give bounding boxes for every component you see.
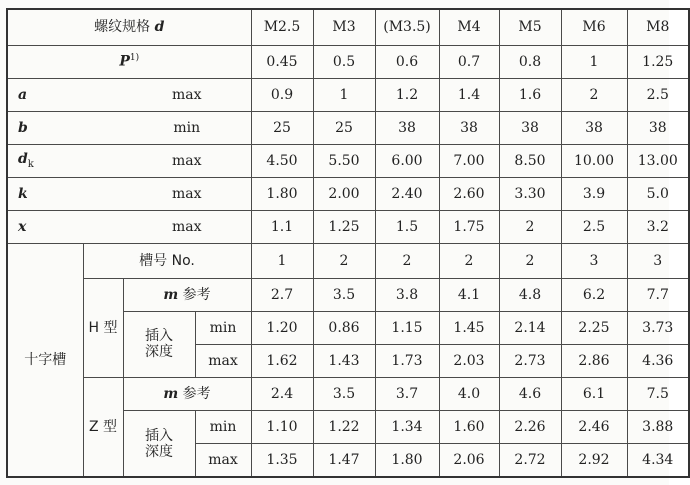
depth-line: 深度	[145, 344, 173, 361]
value-cell: 4.6	[499, 378, 561, 411]
value-cell: 1.10	[251, 411, 313, 444]
size-header: M4	[439, 9, 499, 45]
row-label-k	[7, 178, 123, 211]
limit-label: min	[195, 311, 251, 344]
value-cell: 4.8	[499, 278, 561, 311]
value-cell: 7.5	[627, 378, 689, 411]
value-cell: 1	[251, 244, 313, 278]
value-cell: 3	[561, 244, 627, 278]
groove-no-label: 槽号 No.	[83, 244, 251, 278]
value-cell: 2.14	[499, 311, 561, 344]
row-label-x	[7, 211, 123, 244]
value-cell: 1	[561, 45, 627, 78]
row-label-a	[7, 78, 123, 111]
value-cell: 2.86	[561, 344, 627, 377]
value-cell: 0.5	[313, 45, 375, 78]
value-cell: 1.43	[313, 344, 375, 377]
symbol-subscript: k	[27, 159, 34, 171]
header-row	[7, 9, 689, 45]
ref-label: 参考	[182, 286, 211, 303]
value-cell: 3.7	[375, 378, 439, 411]
value-cell: 2.25	[561, 311, 627, 344]
symbol: a	[18, 86, 28, 103]
depth-line: 深度	[145, 443, 173, 460]
limit-label: max	[123, 211, 251, 244]
value-cell: 25	[251, 111, 313, 144]
limit-label: max	[123, 145, 251, 178]
z-depth-label	[123, 411, 195, 477]
table-row	[7, 45, 689, 78]
size-header: M2.5	[251, 9, 313, 45]
spec-label: 螺纹规格	[94, 19, 151, 36]
value-cell: 1.6	[499, 78, 561, 111]
value-cell: 4.50	[251, 145, 313, 178]
h-depth-label	[123, 311, 195, 377]
value-cell: 0.7	[439, 45, 499, 78]
limit-label: max	[195, 444, 251, 477]
value-cell: 1.25	[313, 211, 375, 244]
value-cell: 1.5	[375, 211, 439, 244]
symbol: d	[18, 151, 28, 168]
value-cell: 1.47	[313, 444, 375, 477]
value-cell: 3.5	[313, 378, 375, 411]
limit-label: max	[123, 78, 251, 111]
symbol: m	[163, 286, 179, 303]
value-cell: 3.5	[313, 278, 375, 311]
table-row	[7, 278, 689, 311]
value-cell: 1.34	[375, 411, 439, 444]
value-cell: 2.5	[627, 78, 689, 111]
value-cell: 6.00	[375, 145, 439, 178]
table-row	[7, 178, 689, 211]
value-cell: 1.80	[251, 178, 313, 211]
value-cell: 1.15	[375, 311, 439, 344]
size-header: (M3.5)	[375, 9, 439, 45]
value-cell: 1.73	[375, 344, 439, 377]
table-row	[7, 145, 689, 178]
value-cell: 1.62	[251, 344, 313, 377]
value-cell: 2	[561, 78, 627, 111]
value-cell: 7.00	[439, 145, 499, 178]
value-cell: 3	[627, 244, 689, 278]
table-row	[7, 378, 689, 411]
value-cell: 2.06	[439, 444, 499, 477]
value-cell: 25	[313, 111, 375, 144]
value-cell: 2	[375, 244, 439, 278]
value-cell: 1.25	[627, 45, 689, 78]
value-cell: 1.1	[251, 211, 313, 244]
spec-variable: d	[154, 19, 165, 36]
value-cell: 2.60	[439, 178, 499, 211]
value-cell: 0.86	[313, 311, 375, 344]
value-cell: 2.26	[499, 411, 561, 444]
limit-label: max	[195, 344, 251, 377]
value-cell: 4.1	[439, 278, 499, 311]
row-label-p	[7, 45, 251, 78]
z-type-label: Z 型	[83, 378, 123, 477]
depth-line: 插入	[145, 328, 173, 345]
value-cell: 2.92	[561, 444, 627, 477]
value-cell: 38	[439, 111, 499, 144]
value-cell: 1.75	[439, 211, 499, 244]
limit-label: min	[123, 111, 251, 144]
value-cell: 4.36	[627, 344, 689, 377]
value-cell: 2.00	[313, 178, 375, 211]
value-cell: 3.8	[375, 278, 439, 311]
value-cell: 1.2	[375, 78, 439, 111]
value-cell: 2.40	[375, 178, 439, 211]
m-ref-label	[123, 278, 251, 311]
value-cell: 2	[499, 244, 561, 278]
value-cell: 0.8	[499, 45, 561, 78]
value-cell: 1.45	[439, 311, 499, 344]
footnote-mark: 1)	[129, 53, 140, 64]
cross-recess-label: 十字槽	[7, 244, 83, 477]
value-cell: 6.2	[561, 278, 627, 311]
value-cell: 6.1	[561, 378, 627, 411]
value-cell: 4.34	[627, 444, 689, 477]
ref-label: 参考	[182, 386, 211, 403]
value-cell: 10.00	[561, 145, 627, 178]
value-cell: 13.00	[627, 145, 689, 178]
value-cell: 1.20	[251, 311, 313, 344]
table-row	[7, 78, 689, 111]
value-cell: 1.4	[439, 78, 499, 111]
value-cell: 2.4	[251, 378, 313, 411]
value-cell: 2.5	[561, 211, 627, 244]
value-cell: 5.0	[627, 178, 689, 211]
value-cell: 7.7	[627, 278, 689, 311]
size-header: M5	[499, 9, 561, 45]
value-cell: 3.73	[627, 311, 689, 344]
row-label-dk	[7, 145, 123, 178]
value-cell: 2.46	[561, 411, 627, 444]
value-cell: 2	[313, 244, 375, 278]
value-cell: 1.22	[313, 411, 375, 444]
value-cell: 0.45	[251, 45, 313, 78]
value-cell: 1.60	[439, 411, 499, 444]
value-cell: 38	[627, 111, 689, 144]
table-row	[7, 211, 689, 244]
symbol: m	[163, 386, 179, 403]
value-cell: 2.7	[251, 278, 313, 311]
value-cell: 4.0	[439, 378, 499, 411]
symbol: P	[119, 53, 130, 70]
value-cell: 38	[499, 111, 561, 144]
value-cell: 38	[375, 111, 439, 144]
limit-label: max	[123, 178, 251, 211]
h-type-label: H 型	[83, 278, 123, 377]
value-cell: 3.30	[499, 178, 561, 211]
symbol: b	[18, 119, 28, 136]
table-row	[7, 244, 689, 278]
size-header: M8	[627, 9, 689, 45]
symbol: k	[18, 186, 28, 203]
value-cell: 0.6	[375, 45, 439, 78]
value-cell: 1	[313, 78, 375, 111]
value-cell: 2.73	[499, 344, 561, 377]
table-row	[7, 111, 689, 144]
value-cell: 38	[561, 111, 627, 144]
limit-label: min	[195, 411, 251, 444]
value-cell: 2.72	[499, 444, 561, 477]
value-cell: 2	[439, 244, 499, 278]
value-cell: 3.9	[561, 178, 627, 211]
m-ref-label	[123, 378, 251, 411]
size-header: M3	[313, 9, 375, 45]
value-cell: 3.2	[627, 211, 689, 244]
value-cell: 2.03	[439, 344, 499, 377]
size-header: M6	[561, 9, 627, 45]
value-cell: 2	[499, 211, 561, 244]
value-cell: 5.50	[313, 145, 375, 178]
depth-line: 插入	[145, 427, 173, 444]
value-cell: 1.35	[251, 444, 313, 477]
screw-dimension-table	[6, 8, 690, 478]
value-cell: 3.88	[627, 411, 689, 444]
spec-header-cell	[7, 9, 251, 45]
value-cell: 0.9	[251, 78, 313, 111]
row-label-b	[7, 111, 123, 144]
value-cell: 1.80	[375, 444, 439, 477]
value-cell: 8.50	[499, 145, 561, 178]
symbol: x	[18, 219, 27, 236]
